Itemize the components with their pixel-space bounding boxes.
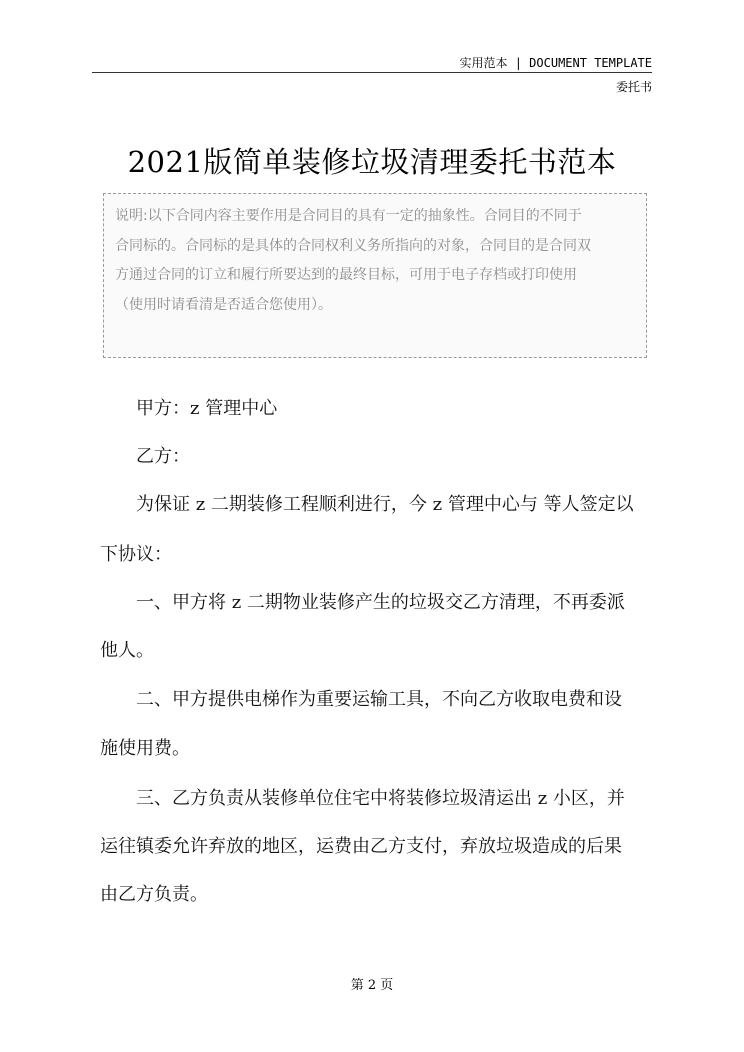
note-line: 方通过合同的订立和履行所要达到的最终目标，可用于电子存档或打印使用 [115, 267, 577, 283]
note-line: （使用时请看清是否适合您使用）。 [115, 296, 332, 313]
header-divider [92, 72, 652, 73]
intro-line-2: 下协议： [100, 544, 172, 565]
party-b-line: 乙方： [136, 446, 190, 467]
item1-line-1: 一、甲方将 z 二期物业装修产生的垃圾交乙方清理，不再委派 [136, 592, 625, 613]
intro-line-1: 为保证 z 二期装修工程顺利进行，今 z 管理中心与 等人签定以 [136, 494, 634, 515]
header-label: 实用范本 | DOCUMENT TEMPLATE [459, 56, 652, 70]
note-line: 说明:以下合同内容主要作用是合同目的具有一定的抽象性。合同目的不同于 [115, 208, 582, 224]
header-sub-label: 委托书 [615, 80, 652, 94]
item3-line-2: 运往镇委允许弃放的地区，运费由乙方支付，弃放垃圾造成的后果 [100, 836, 622, 857]
item2-line-1: 二、甲方提供电梯作为重要运输工具，不向乙方收取电费和设 [136, 689, 622, 710]
note-line: 合同标的。合同标的是具体的合同权利义务所指向的对象，合同目的是合同双 [115, 237, 591, 254]
item2-line-2: 施使用费。 [100, 738, 190, 759]
note-box [103, 193, 647, 358]
party-a-line: 甲方：z 管理中心 [136, 398, 278, 419]
item1-line-2: 他人。 [100, 640, 154, 661]
document-title: 2021版简单装修垃圾清理委托书范本 [127, 145, 617, 179]
page-number: 第 2 页 [350, 978, 394, 993]
item3-line-3: 由乙方负责。 [100, 884, 208, 905]
item3-line-1: 三、乙方负责从装修单位住宅中将装修垃圾清运出 z 小区，并 [136, 788, 625, 809]
